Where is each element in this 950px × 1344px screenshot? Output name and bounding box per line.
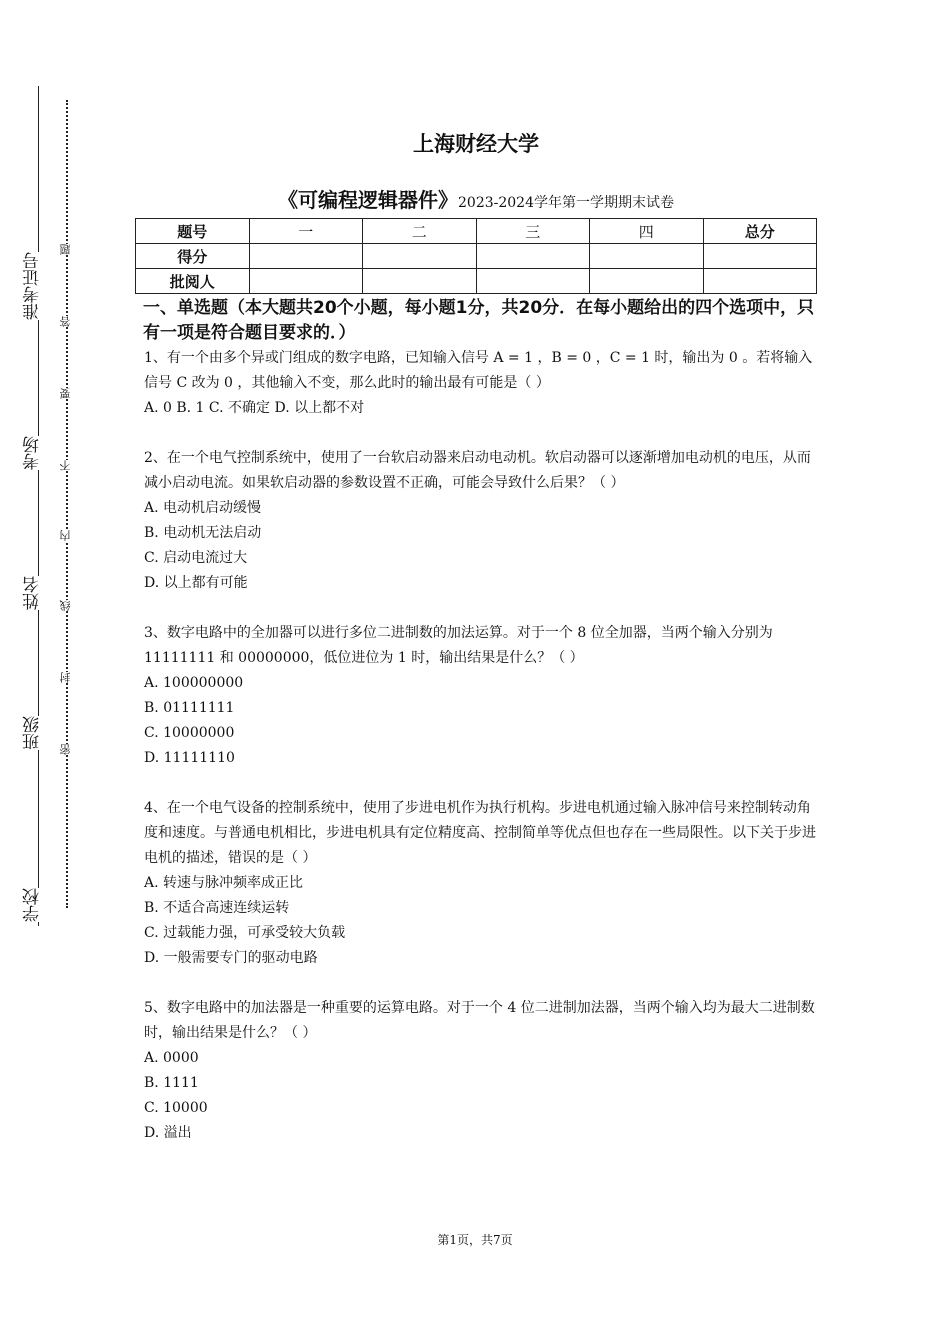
score-table-row-label: 得分 xyxy=(136,244,250,269)
score-table-header: 一 xyxy=(249,219,363,244)
grader-cell[interactable] xyxy=(363,269,477,294)
score-table-row xyxy=(136,269,817,294)
score-cell[interactable] xyxy=(476,244,590,269)
grader-cell[interactable] xyxy=(249,269,363,294)
section-title: 一、单选题（本大题共20个小题，每小题1分，共20分．在每小题给出的四个选项中，只有一项是符合题目要求的．） xyxy=(143,298,815,343)
score-table-header-row xyxy=(136,219,817,244)
question-option: B. 电动机无法启动 xyxy=(144,525,262,541)
question xyxy=(144,996,820,1146)
seal-char: 答 xyxy=(59,316,75,327)
question-option: A. 100000000 xyxy=(144,675,244,691)
question-option: A. 电动机启动缓慢 xyxy=(144,500,262,516)
binding-solid-line xyxy=(38,86,39,926)
grader-cell[interactable] xyxy=(476,269,590,294)
score-table-header: 题号 xyxy=(136,219,250,244)
question-list xyxy=(144,346,820,1171)
exam-title xyxy=(135,184,817,213)
question-option: D. 溢出 xyxy=(144,1125,192,1141)
field-label-school: 学校 xyxy=(18,888,48,922)
seal-char: 题 xyxy=(59,244,75,255)
question-stem: 1、有一个由多个异或门组成的数字电路，已知输入信号 A = 1 ，B = 0 ，C = 1 时，输出为 0 。若将输入信号 C 改为 0 ，其他输入不变，那么此时的输出最有可能是（ ） xyxy=(144,350,813,391)
question-stem: 4、在一个电气设备的控制系统中，使用了步进电机作为执行机构。步进电机通过输入脉冲信号来控制转动角度和速度。与普通电机相比，步进电机具有定位精度高、控制简单等优点但也存在一些局限性。以下关于步进电机的描述，错误的是（ ） xyxy=(144,800,816,866)
score-table-header: 二 xyxy=(363,219,477,244)
field-label-name: 姓名 xyxy=(18,576,48,610)
field-label-exam-id: 准考证号 xyxy=(18,252,48,320)
grader-cell[interactable] xyxy=(590,269,704,294)
seal-char: 不 xyxy=(59,460,75,471)
score-cell[interactable] xyxy=(703,244,817,269)
question-stem: 5、数字电路中的加法器是一种重要的运算电路。对于一个 4 位二进制加法器，当两个输入均为最大二进制数时，输出结果是什么？（ ） xyxy=(144,1000,815,1041)
field-label-class: 班级 xyxy=(18,716,48,750)
exam-term: 2023-2024学年第一学期期末试卷 xyxy=(458,195,674,211)
question xyxy=(144,446,820,596)
score-table-header: 总分 xyxy=(703,219,817,244)
score-cell[interactable] xyxy=(590,244,704,269)
question-option: C. 10000000 xyxy=(144,725,235,741)
question-stem: 3、数字电路中的全加器可以进行多位二进制数的加法运算。对于一个 8 位全加器，当两个输入分别为 11111111 和 00000000，低位进位为 1 时，输出结果是什么？（ ） xyxy=(144,625,773,666)
seal-char: 封 xyxy=(59,672,75,683)
course-title: 《可编程逻辑器件》 xyxy=(278,188,458,212)
question xyxy=(144,346,820,421)
seal-dotted-line xyxy=(66,100,68,908)
question-option: C. 10000 xyxy=(144,1100,208,1116)
question-option: B. 01111111 xyxy=(144,700,235,716)
university-name: 上海财经大学 xyxy=(413,132,539,156)
score-table-header: 三 xyxy=(476,219,590,244)
question-option: D. 以上都有可能 xyxy=(144,575,248,591)
question-option: C. 过载能力强，可承受较大负载 xyxy=(144,925,346,941)
seal-char: 内 xyxy=(59,530,75,541)
question-option: D. 一般需要专门的驱动电路 xyxy=(144,950,318,966)
score-table-header: 四 xyxy=(590,219,704,244)
score-table-row-label: 批阅人 xyxy=(136,269,250,294)
seal-char: 要 xyxy=(59,388,75,399)
question-option: C. 启动电流过大 xyxy=(144,550,248,566)
question xyxy=(144,796,820,971)
score-cell[interactable] xyxy=(363,244,477,269)
score-cell[interactable] xyxy=(249,244,363,269)
binding-margin xyxy=(0,0,90,1344)
question-stem: 2、在一个电气控制系统中，使用了一台软启动器来启动电动机。软启动器可以逐渐增加电动机的电压，从而减小启动电流。如果软启动器的参数设置不正确，可能会导致什么后果？（ ） xyxy=(144,450,811,491)
question-option: D. 11111110 xyxy=(144,750,235,766)
question-option: B. 不适合高速连续运转 xyxy=(144,900,290,916)
grader-cell[interactable] xyxy=(703,269,817,294)
question-option: A. 转速与脉冲频率成正比 xyxy=(144,875,304,891)
seal-char: 密 xyxy=(59,744,75,755)
field-label-exam-room: 考场 xyxy=(18,436,48,470)
question-option: A. 0 B. 1 C. 不确定 D. 以上都不对 xyxy=(144,400,365,416)
score-table-row xyxy=(136,244,817,269)
page-number: 第1页，共7页 xyxy=(437,1233,513,1247)
question xyxy=(144,621,820,771)
question-option: A. 0000 xyxy=(144,1050,199,1066)
score-table xyxy=(135,218,817,294)
question-option: B. 1111 xyxy=(144,1075,199,1091)
seal-char: 线 xyxy=(59,600,75,611)
